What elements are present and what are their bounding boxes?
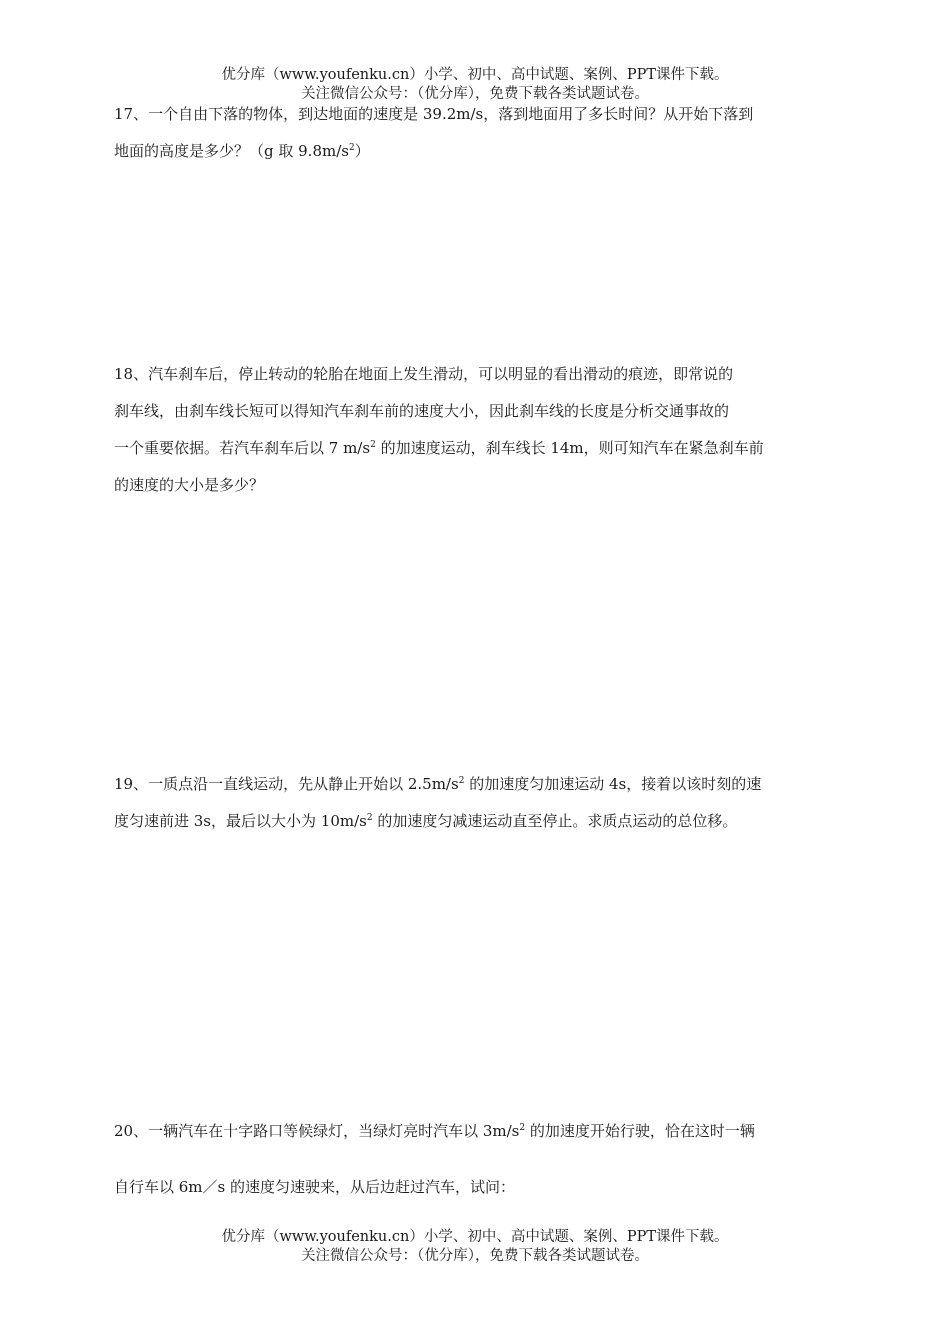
question-line: 19、一质点沿一直线运动，先从静止开始以 $2.5m/s^2$ 的加速度匀加速运动 4s，接着以该时刻的速 xyxy=(114,775,762,793)
question-line: 刹车线，由刹车线长短可以得知汽车刹车前的速度大小，因此刹车线的长度是分析交通事故的 xyxy=(114,402,730,420)
question-line: 自行车以 6m／s 的速度匀速驶来，从后边赶过汽车，试问： xyxy=(114,1178,516,1196)
question-17 xyxy=(114,96,817,170)
question-line: 度匀速前进 3s，最后以大小为 $10m/s^2$ 的加速度匀减速运动直至停止。求质点运动的总位移。 xyxy=(114,812,738,830)
question-line: 17、一个自由下落的物体，到达地面的速度是 39.2m/s，落到地面用了多长时间？从开始下落到 xyxy=(114,105,754,123)
question-line: 18、汽车刹车后，停止转动的轮胎在地面上发生滑动，可以明显的看出滑动的痕迹，即常说的 xyxy=(114,365,734,383)
question-20 xyxy=(114,1103,817,1215)
question-19 xyxy=(114,766,817,840)
header-line-2: 关注微信公众号：（优分库），免费下载各类试题试卷。 xyxy=(301,86,649,102)
question-18 xyxy=(114,356,817,504)
footer-line-2: 关注微信公众号：（优分库），免费下载各类试题试卷。 xyxy=(301,1248,649,1264)
header-line-1: 优分库（www.youfenku.cn）小学、初中、高中试题、案例、PPT课件下载。 xyxy=(221,67,729,83)
question-line: 一个重要依据。若汽车刹车后以 7 $m/s^2$ 的加速度运动，刹车线长 14m，则可知汽车在紧急刹车前 xyxy=(114,439,764,457)
question-line: 地面的高度是多少？（g 取 $9.8m/s^2$） xyxy=(114,142,370,160)
question-line: 的速度的大小是多少？ xyxy=(114,476,265,494)
page-footer xyxy=(0,1228,950,1266)
question-line: 20、一辆汽车在十字路口等候绿灯，当绿灯亮时汽车以 $3m/s^2$ 的加速度开始行驶，恰在这时一辆 xyxy=(114,1122,755,1140)
footer-line-1: 优分库（www.youfenku.cn）小学、初中、高中试题、案例、PPT课件下载。 xyxy=(221,1229,729,1245)
